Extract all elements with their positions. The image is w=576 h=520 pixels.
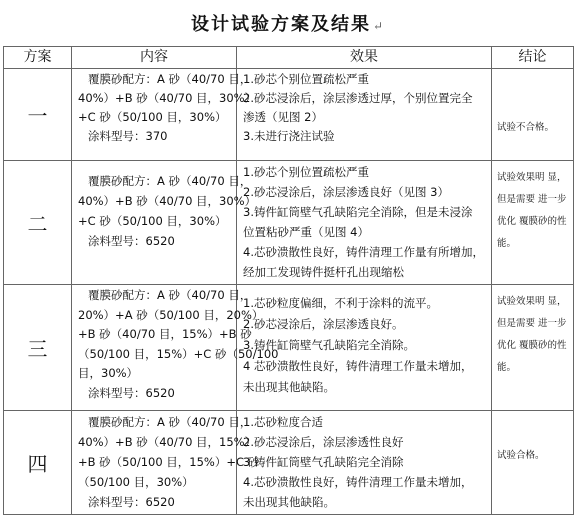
conclusion-line: 试验效果明 [497,296,545,307]
content-line: 覆膜砂配方：A 砂（40/70 目， [88,174,252,188]
conclusion-line: 显，但是需要 [497,296,567,329]
content-line: 涂料型号：6520 [88,234,175,248]
effect-line: 3.未进行浇注试验 [243,129,335,143]
conclusion-line: 覆膜砂的性 [519,340,567,351]
effect-line: 2.砂芯浸涂后，涂层渗透良好。 [243,317,404,331]
content-line: 涂料型号：6520 [88,495,175,509]
effect-line: 3.铸件缸筒壁气孔缺陷完全消除，但是未浸涂 [243,205,473,219]
table-row [4,411,574,515]
effect-line: 渗透（见图 2） [243,110,323,124]
content-line: 覆膜砂配方：A 砂（40/70 目， [88,415,252,429]
content-line: 涂料型号：6520 [88,385,175,400]
document-title [0,10,576,36]
conclusion-cell [492,69,574,161]
table-row [4,69,574,161]
conclusion-line: 覆膜砂的性 [519,216,567,227]
effect-line: 2.砂芯浸涂后，涂层渗透过厚，个别位置完全 [243,91,473,105]
conclusion-cell [492,285,574,411]
scheme-id: 四 [4,411,72,515]
content-cell [72,411,260,515]
conclusion-line: 能。 [497,362,517,373]
paragraph-mark: ↵ [372,19,386,33]
header-effect: 效果 [237,47,492,69]
content-cell [72,285,279,411]
content-line: +C 砂（50/100 目，30%） [78,110,227,124]
conclusion-cell [492,411,574,515]
conclusion-line: 显，但是需要 [497,172,567,205]
conclusion-cell [492,161,574,285]
effect-line: 2.砂芯浸涂后，涂层渗透性良好 [243,435,404,449]
title-text: 设计试验方案及结果 [190,14,371,35]
effect-line: 3.铸件缸筒壁气孔缺陷完全消除。 [243,338,415,352]
conclusion-line: 试验效果明 [497,172,545,183]
header-conclusion: 结论 [492,47,574,69]
content-cell [72,161,257,285]
results-table [3,46,574,515]
content-line: 覆膜砂配方：A 砂（40/70 目， [88,288,252,302]
content-line: 40%）+B 砂（40/70 目，30%） [78,91,257,105]
effect-line: 1.砂芯个别位置疏松严重 [243,72,369,86]
content-line: +B 砂（50/100 目，15%）+C 砂 [78,455,260,469]
effect-line: 3 铸件缸筒壁气孔缺陷完全消除 [243,455,404,469]
effect-line: 1.砂芯个别位置疏松严重 [243,165,369,179]
effect-cell [237,161,492,285]
content-line: 20%）+A 砂（50/100 目，20%） [78,307,264,322]
content-line: 涂料型号：370 [88,129,168,143]
effect-line: 4.芯砂溃散性良好，铸件清理工作量有所增加， [243,245,484,259]
effect-cell [237,69,492,161]
scheme-id: 三 [4,285,72,411]
scheme-id: 二 [4,161,72,285]
header-scheme: 方案 [4,47,72,69]
conclusion-line: 进一步优化 [497,318,567,351]
header-row [4,47,574,69]
effect-line: 未出现其他缺陷。 [243,380,335,394]
content-line: 40%）+B 砂（40/70 目，30%） [78,194,257,208]
content-line: （50/100 目，15%）+C 砂（50/100 [78,346,279,361]
effect-line: 4.芯砂溃散性良好，铸件清理工作量未增加， [243,475,473,489]
conclusion-line: 试验合格。 [497,450,545,461]
effect-cell [237,285,492,411]
effect-line: 1.芯砂粒度合适 [243,415,323,429]
content-cell [72,69,257,161]
effect-line: 1.芯砂粒度偏细，不利于涂料的流平。 [243,296,438,310]
effect-line: 4 芯砂溃散性良好，铸件清理工作量未增加， [243,359,473,373]
content-line: 覆膜砂配方：A 砂（40/70 目， [88,72,252,86]
scheme-id: 一 [4,69,72,161]
effect-cell [237,411,492,515]
effect-line: 2.砂芯浸涂后，涂层渗透良好（见图 3） [243,185,449,199]
effect-line: 经加工发现铸件挺杆孔出现缩松 [243,265,404,279]
effect-line: 位置粘砂严重（见图 4） [243,225,369,239]
content-line: 目，30%） [78,366,139,380]
effect-line: 未出现其他缺陷。 [243,495,335,509]
content-line: （50/100 目，30%） [78,475,194,489]
conclusion-line: 进一步优化 [497,194,567,227]
content-line: +B 砂（40/70 目，15%）+B 砂 [78,327,252,341]
content-line: +C 砂（50/100 目，30%） [78,214,227,228]
table-row [4,285,574,411]
table-row [4,161,574,285]
conclusion-line: 能。 [497,238,517,249]
header-content: 内容 [72,47,237,69]
content-line: 40%）+B 砂（40/70 目，15%） [78,435,257,449]
conclusion-line: 试验不合格。 [497,122,555,133]
